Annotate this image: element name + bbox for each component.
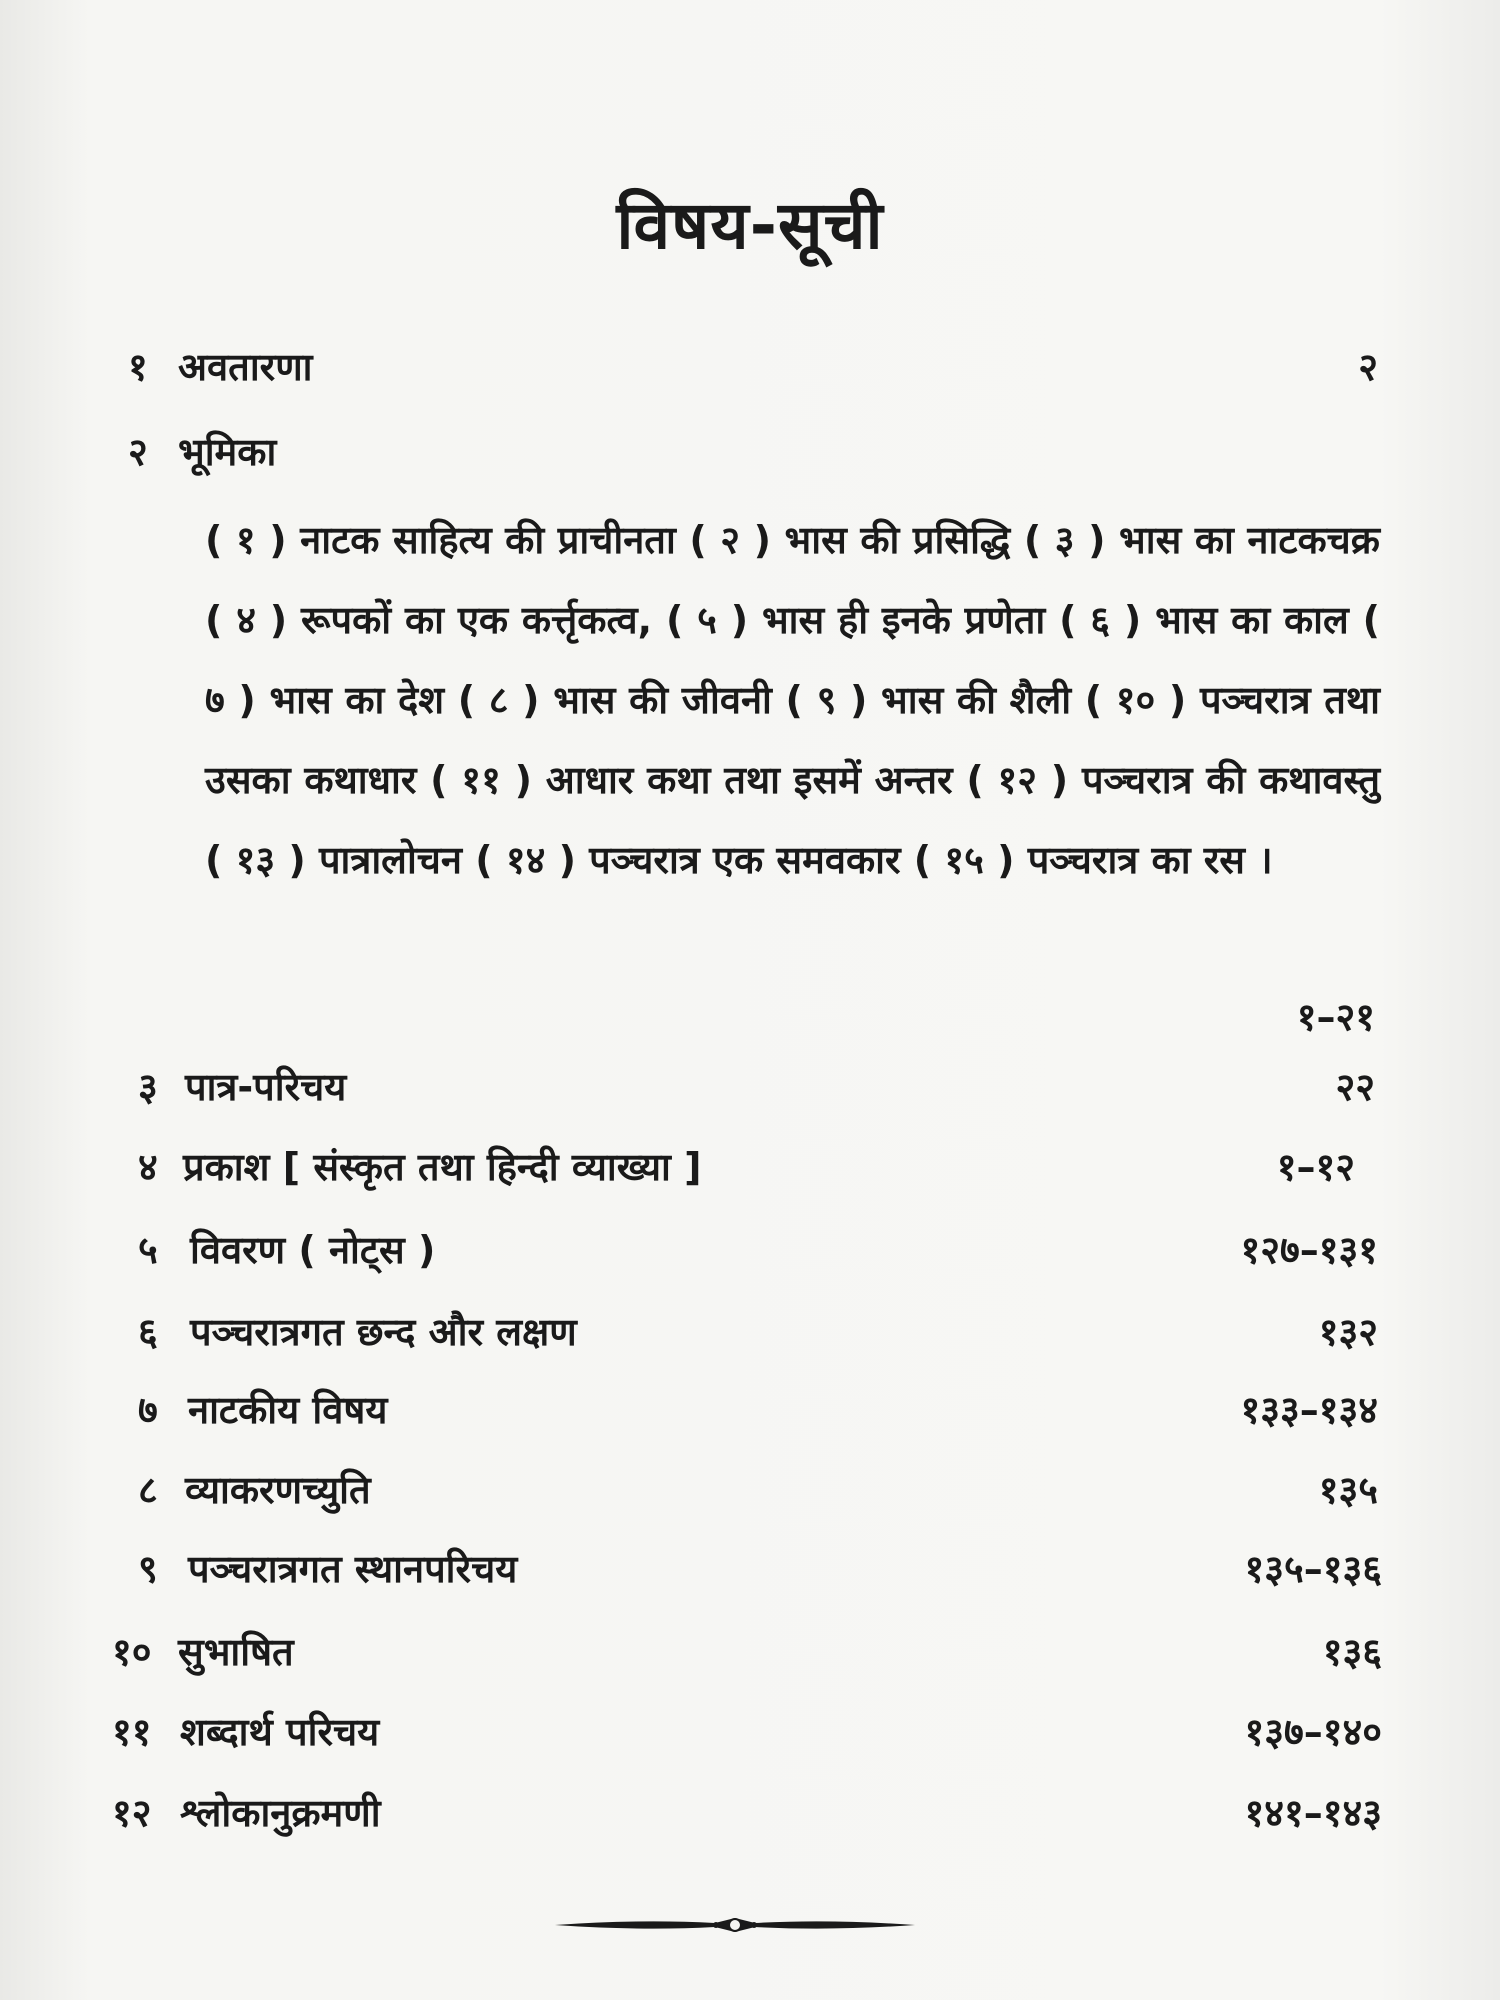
entry-page: १३३–१३४ — [1240, 1388, 1378, 1432]
entry-label: श्लोकानुक्रमणी — [180, 1791, 381, 1835]
entry-label: प्रकाश [ संस्कृत तथा हिन्दी व्याख्या ] — [183, 1145, 702, 1189]
entry-number: १० — [112, 1630, 152, 1674]
toc-entry — [0, 1786, 1500, 1846]
entry-number: ३ — [138, 1065, 158, 1109]
entry-number: १२ — [112, 1791, 152, 1835]
toc-entry — [0, 425, 1500, 485]
entry-label: पञ्चरात्रगत छन्द और लक्षण — [190, 1310, 577, 1354]
toc-entry — [0, 1060, 1500, 1120]
entry-label: सुभाषित — [178, 1630, 294, 1674]
entry-page: १३५–१३६ — [1244, 1547, 1382, 1591]
toc-entry — [0, 1705, 1500, 1765]
entry-page: १३२ — [1318, 1310, 1378, 1354]
toc-entry — [0, 1140, 1500, 1200]
toc-entry — [0, 1463, 1500, 1523]
entry-label: नाटकीय विषय — [188, 1388, 388, 1432]
entry-number: ११ — [112, 1710, 152, 1754]
ornament-divider — [550, 1910, 920, 1940]
entry-number: १ — [128, 345, 148, 389]
entry-label: अवतारणा — [178, 345, 313, 389]
entry-label: विवरण ( नोट्स ) — [190, 1228, 436, 1272]
entry-page: १२७–१३१ — [1240, 1228, 1378, 1272]
entry-label: व्याकरणच्युति — [185, 1468, 371, 1512]
bhumika-topics: ( १ ) नाटक साहित्य की प्राचीनता ( २ ) भास की प्रसिद्धि ( ३ ) भास का नाटकचक्र ( ४ ) रूपकों का एक कर्त्तृकत्व, ( ५ ) भास ही इनके प्रणेता ( ६ ) भास का काल ( ७ ) भास का देश ( ८ ) भास की जीवनी ( ९ ) भास की शैली ( १० ) पञ्चरात्र तथा उसका कथाधार ( ११ ) आधार कथा तथा इसमें अन्तर ( १२ ) पञ्चरात्र की कथावस्तु ( १३ ) पात्रालोचन ( १४ ) पञ्चरात्र एक समवकार ( १५ ) पञ्चरात्र का रस । — [205, 518, 1380, 882]
toc-entry-page-line — [0, 990, 1500, 1050]
toc-entry — [0, 1223, 1500, 1283]
toc-entry — [0, 1625, 1500, 1685]
entry-number: ४ — [138, 1145, 158, 1189]
entry-number: ७ — [138, 1388, 158, 1432]
entry-page: १३६ — [1322, 1630, 1382, 1674]
page-title: विषय-सूची — [616, 187, 884, 264]
entry-number: ५ — [138, 1228, 158, 1272]
entry-page: १–१२ — [1276, 1145, 1355, 1189]
toc-entry — [0, 1383, 1500, 1443]
toc-entry — [0, 340, 1500, 400]
entry-number: ६ — [138, 1310, 158, 1354]
entry-label: पञ्चरात्रगत स्थानपरिचय — [188, 1547, 518, 1591]
entry-label: शब्दार्थ परिचय — [180, 1710, 380, 1754]
toc-entry — [0, 1542, 1500, 1602]
entry-page: १३५ — [1318, 1468, 1378, 1512]
entry-label: भूमिका — [178, 430, 277, 474]
entry-number: ९ — [138, 1547, 158, 1591]
entry-label: पात्र-परिचय — [185, 1065, 347, 1109]
entry-page: २ — [1358, 345, 1378, 389]
entry-number: २ — [128, 430, 148, 474]
entry-page: १–२१ — [1296, 995, 1375, 1039]
entry-page: १४१–१४३ — [1244, 1791, 1382, 1835]
entry-page: १३७–१४० — [1244, 1710, 1382, 1754]
entry-page: २२ — [1335, 1065, 1375, 1109]
toc-entry — [0, 1305, 1500, 1365]
entry-number: ८ — [138, 1468, 158, 1512]
